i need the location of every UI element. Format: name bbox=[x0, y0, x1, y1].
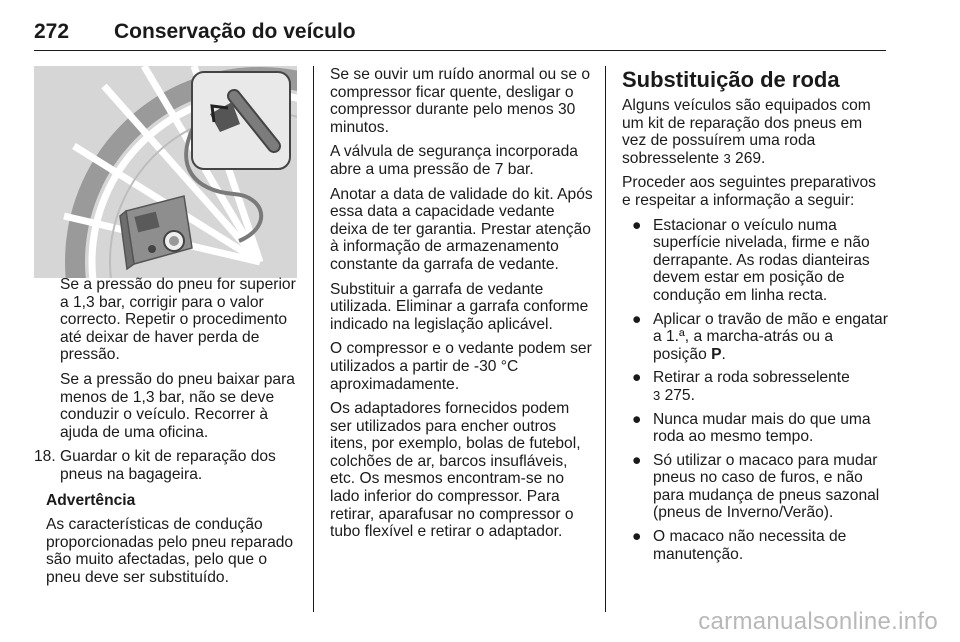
warning-title: Advertência bbox=[46, 491, 136, 509]
column-right bbox=[622, 66, 888, 569]
column-left bbox=[34, 276, 302, 594]
list-item bbox=[622, 528, 888, 563]
paragraph: A válvula de segurança incorporada abre a uma pressão de 7 bar. bbox=[330, 143, 578, 178]
page-number: 272 bbox=[34, 20, 70, 43]
page-reference: 269. bbox=[735, 149, 766, 167]
list-item-text: Aplicar o travão de mão e engatar a 1.ª, a marcha-atrás ou a posição bbox=[653, 310, 888, 363]
numbered-step bbox=[34, 448, 302, 483]
paragraph: Se a pressão do pneu for superior a 1,3 bar, corrigir para o valor correcto. Repetir o procedimento até deixar de haver perda de pressão. bbox=[60, 276, 296, 364]
column-divider bbox=[313, 66, 314, 612]
bullet-icon: ● bbox=[632, 528, 642, 546]
paragraph: O compressor e o vedante podem ser utilizados a partir de -30 °C aproximadamente. bbox=[330, 340, 592, 393]
list-item-text: Só utilizar o macaco para mudar pneus no caso de furos, e não para mudança de pneus sazonal (pneus de Inverno/Verão). bbox=[653, 451, 880, 522]
list-item-text: . bbox=[721, 345, 726, 363]
paragraph: Os adaptadores fornecidos podem ser utilizados para encher outros itens, por exemplo, bolas de futebol, colchões de ar, barcos insufláveis, etc. Os mesmos encontram-se no lado inferior do compressor. Para retirar, aparafusar no compressor o tubo flexível e retirar o adaptador. bbox=[330, 400, 581, 541]
bullet-list bbox=[622, 217, 888, 564]
warning-block bbox=[34, 492, 302, 587]
bullet-icon: ● bbox=[632, 410, 642, 428]
list-item-text: Nunca mudar mais do que uma roda ao mesmo tempo. bbox=[653, 410, 871, 446]
section-heading: Substituição de roda bbox=[622, 67, 840, 92]
watermark: carmanualsonline.info bbox=[698, 608, 938, 635]
paragraph: Se se ouvir um ruído anormal ou se o compressor ficar quente, desligar o compressor durante pelo menos 30 minutos. bbox=[330, 66, 591, 136]
column-middle bbox=[330, 66, 595, 548]
paragraph: Se a pressão do pneu baixar para menos de 1,3 bar, não se deve conduzir o veículo. Recorrer à ajuda de uma oficina. bbox=[60, 370, 295, 441]
list-item bbox=[622, 369, 888, 404]
page-reference: 275. bbox=[664, 386, 695, 404]
warning-text: As características de condução proporcionadas pelo pneu reparado são muito afectadas, pelo que o pneu deve ser substituído. bbox=[46, 516, 294, 586]
bullet-icon: ● bbox=[632, 216, 642, 234]
bullet-icon: ● bbox=[632, 310, 642, 328]
header-rule bbox=[34, 50, 886, 51]
list-item bbox=[622, 452, 888, 522]
paragraph: Proceder aos seguintes preparativos e respeitar a informação a seguir: bbox=[622, 174, 876, 209]
intro-paragraph bbox=[622, 97, 888, 167]
list-item-text: Retirar a roda sobresselente bbox=[653, 369, 850, 387]
intro-text: Alguns veículos são equipados com um kit de reparação dos pneus em vez de possuírem uma roda sobresselente bbox=[622, 97, 871, 167]
tire-compressor-illustration bbox=[34, 66, 297, 278]
step-text: Guardar o kit de reparação dos pneus na bagageira. bbox=[60, 448, 276, 483]
page-title: Conservação do veículo bbox=[114, 20, 356, 43]
page-reference-icon: 3 bbox=[723, 150, 731, 166]
page-header bbox=[34, 20, 886, 50]
list-item-text: O macaco não necessita de manutenção. bbox=[653, 528, 847, 563]
gear-position-label: P bbox=[711, 345, 722, 363]
bullet-icon: ● bbox=[632, 369, 642, 387]
paragraph: Substituir a garrafa de vedante utilizada. Eliminar a garrafa conforme indicado na legislação aplicável. bbox=[330, 280, 589, 333]
list-item bbox=[622, 311, 888, 364]
list-item bbox=[622, 411, 888, 446]
list-item bbox=[622, 217, 888, 305]
column-divider bbox=[605, 66, 606, 612]
bullet-icon: ● bbox=[632, 451, 642, 469]
step-number: 18. bbox=[34, 448, 56, 466]
list-item-text: Estacionar o veículo numa superfície nivelada, firme e não derrapante. As rodas dianteiras devem estar em posição de condução em linha recta. bbox=[653, 216, 870, 304]
page-reference-icon: 3 bbox=[653, 387, 661, 403]
valve-detail-inset bbox=[192, 72, 290, 169]
paragraph: Anotar a data de validade do kit. Após essa data a capacidade vedante deixa de ter garantia. Prestar atenção à informação de armazenamento constante da garrafa de vedante. bbox=[330, 185, 593, 273]
